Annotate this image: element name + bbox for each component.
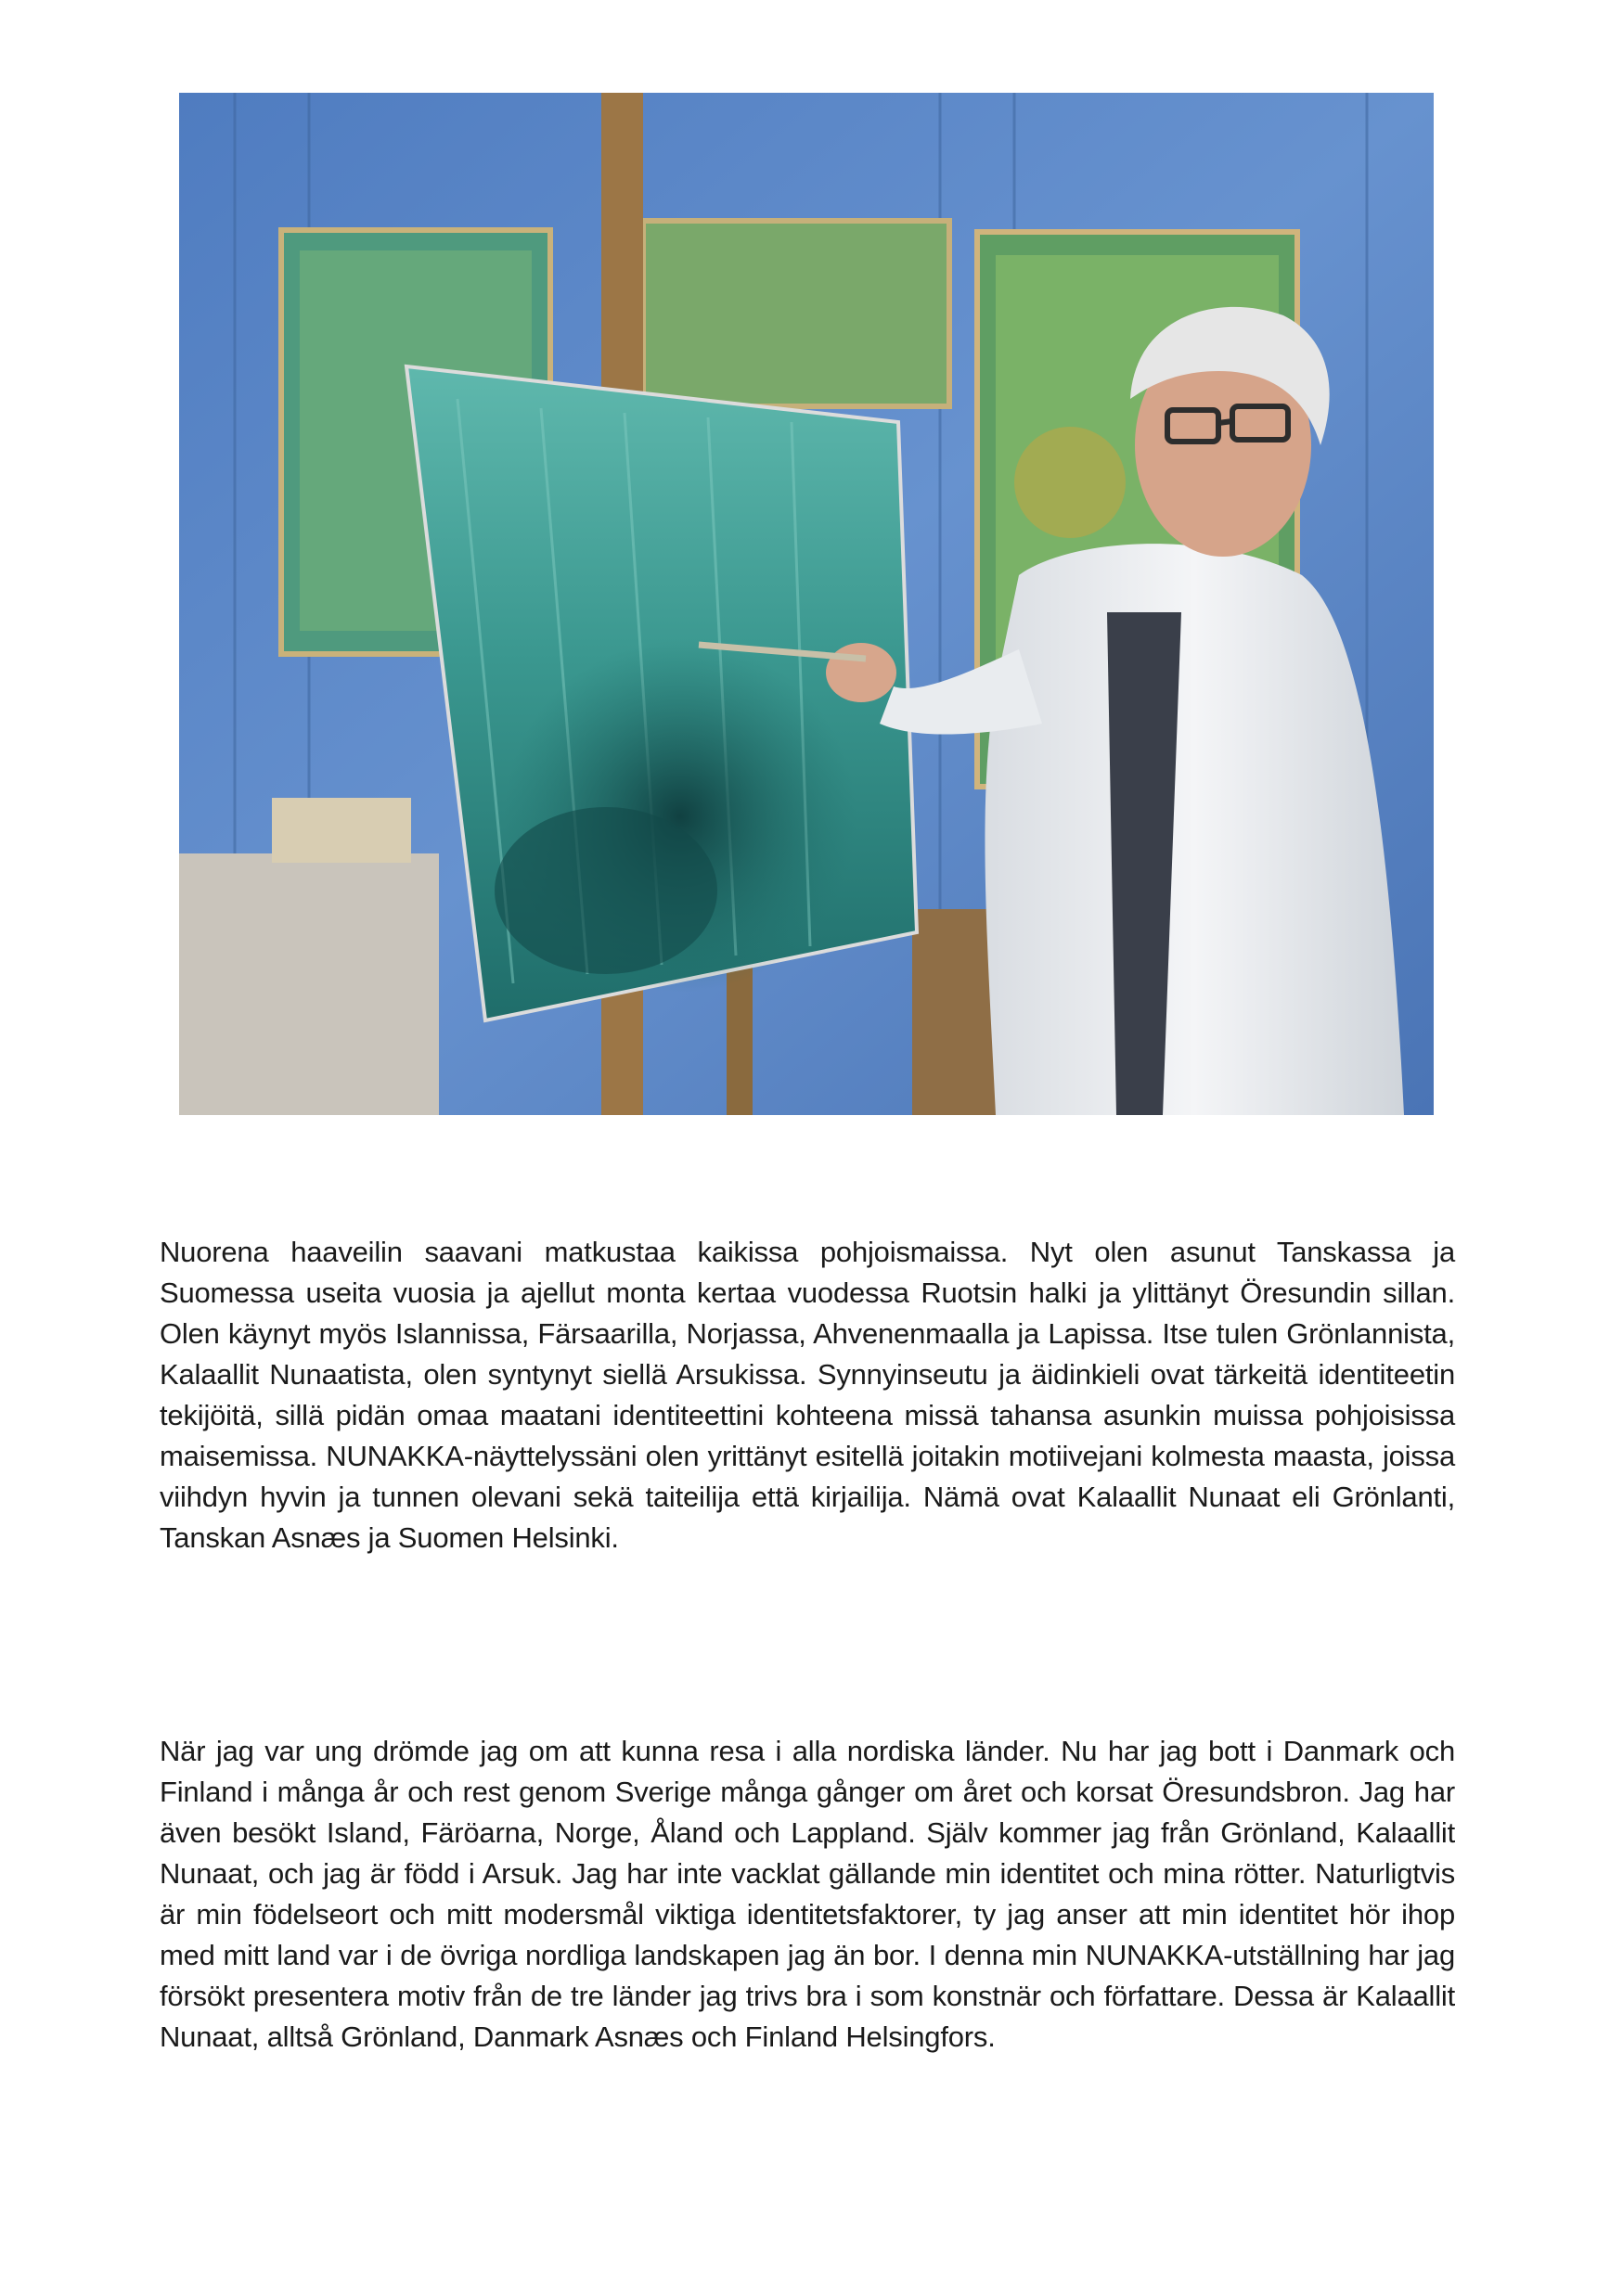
finnish-paragraph: Nuorena haaveilin saavani matkustaa kaikissa pohjoismaissa. Nyt olen asunut Tanskassa ja Suomessa useita vuosia ja ajellut monta kertaa vuodessa Ruotsin halki ja ylittänyt Öresundin sillan. Olen käynyt myös Islannissa, Färsaarilla, Norjassa, Ahvenenmaalla ja Lapissa. Itse tulen Grönlannista, Kalaallit Nunaatista, olen syntynyt siellä Arsukissa. Synnyinseutu ja äidinkieli ovat tärkeitä identiteetin tekijöitä, sillä pidän omaa maatani identiteettini kohteena missä tahansa asunkin muissa pohjoisissa maisemissa. NUNAKKA-näyttelyssäni olen yrittänyt esitellä joitakin motiivejani kolmesta maasta, joissa viihdyn hyvin ja tunnen olevani sekä taiteilija että kirjailija. Nämä ovat Kalaallit Nunaat eli Grönlanti, Tanskan Asnæs ja Suomen Helsinki.: [160, 1236, 1455, 1554]
artist-painting-at-easel-photo: [179, 93, 1434, 1115]
wall-painting-center: [643, 221, 949, 406]
swedish-paragraph: När jag var ung drömde jag om att kunna resa i alla nordiska länder. Nu har jag bott i Danmark och Finland i många år och rest genom Sverige många gånger om året och korsat Öresundsbron. Jag har även besökt Island, Färöarna, Norge, Åland och Lappland. Själv kommer jag från Grönland, Kalaallit Nunaat, och jag är född i Arsuk. Jag har inte vacklat gällande min identitet och mina rötter. Naturligtvis är min födelseort och mitt modersmål viktiga identitetsfaktorer, ty jag anser att min identitet hör ihop med mitt land var i de övriga nordliga landskapen jag än bor. I denna min NUNAKKA-utställning har jag försökt presentera motiv från de tre länder jag trivs bra i som konstnär och författare. Dessa är Kalaallit Nunaat, alltså Grönland, Danmark Asnæs och Finland Helsingfors.: [160, 1735, 1455, 2053]
artist-photo: [179, 93, 1434, 1115]
